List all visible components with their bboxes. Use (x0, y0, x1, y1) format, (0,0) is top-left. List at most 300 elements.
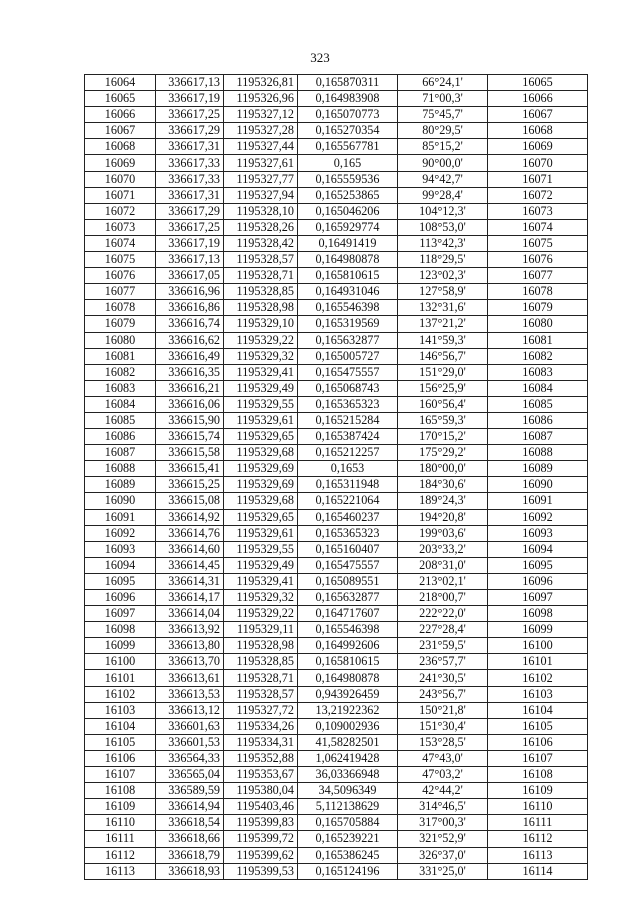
x-coordinate-cell: 336565,04 (156, 767, 224, 783)
y-coordinate-cell: 1195399,83 (224, 815, 298, 831)
table-row (85, 622, 588, 638)
bearing-cell: 151°30,4' (398, 718, 488, 734)
point-id-cell: 16099 (85, 638, 156, 654)
x-coordinate-cell: 336617,13 (156, 75, 224, 91)
bearing-cell: 218°00,7' (398, 590, 488, 606)
next-point-cell: 16096 (488, 573, 588, 589)
table-row (85, 477, 588, 493)
bearing-cell: 80°29,5' (398, 123, 488, 139)
distance-cell: 0,165124196 (298, 863, 398, 879)
y-coordinate-cell: 1195327,28 (224, 123, 298, 139)
point-id-cell: 16065 (85, 91, 156, 107)
distance-cell: 0,165221064 (298, 493, 398, 509)
y-coordinate-cell: 1195328,85 (224, 654, 298, 670)
distance-cell: 0,164931046 (298, 284, 398, 300)
distance-cell: 0,165810615 (298, 654, 398, 670)
bearing-cell: 90°00,0' (398, 155, 488, 171)
distance-cell: 0,165005727 (298, 348, 398, 364)
table-row (85, 590, 588, 606)
point-id-cell: 16103 (85, 702, 156, 718)
next-point-cell: 16094 (488, 541, 588, 557)
x-coordinate-cell: 336613,53 (156, 686, 224, 702)
next-point-cell: 16070 (488, 155, 588, 171)
point-id-cell: 16078 (85, 300, 156, 316)
distance-cell: 0,165929774 (298, 219, 398, 235)
next-point-cell: 16089 (488, 461, 588, 477)
y-coordinate-cell: 1195328,10 (224, 203, 298, 219)
bearing-cell: 47°43,0' (398, 750, 488, 766)
point-id-cell: 16092 (85, 525, 156, 541)
next-point-cell: 16087 (488, 429, 588, 445)
distance-cell: 0,164980878 (298, 252, 398, 268)
table-row (85, 831, 588, 847)
y-coordinate-cell: 1195329,22 (224, 332, 298, 348)
next-point-cell: 16114 (488, 863, 588, 879)
table-row (85, 670, 588, 686)
x-coordinate-cell: 336617,25 (156, 107, 224, 123)
distance-cell: 0,165475557 (298, 557, 398, 573)
table-row (85, 573, 588, 589)
table-row (85, 203, 588, 219)
table-row (85, 525, 588, 541)
bearing-cell: 153°28,5' (398, 734, 488, 750)
distance-cell: 0,943926459 (298, 686, 398, 702)
distance-cell: 0,1653 (298, 461, 398, 477)
distance-cell: 0,165319569 (298, 316, 398, 332)
next-point-cell: 16073 (488, 203, 588, 219)
next-point-cell: 16107 (488, 750, 588, 766)
next-point-cell: 16106 (488, 734, 588, 750)
bearing-cell: 326°37,0' (398, 847, 488, 863)
x-coordinate-cell: 336618,54 (156, 815, 224, 831)
point-id-cell: 16091 (85, 509, 156, 525)
y-coordinate-cell: 1195328,26 (224, 219, 298, 235)
bearing-cell: 85°15,2' (398, 139, 488, 155)
point-id-cell: 16100 (85, 654, 156, 670)
distance-cell: 0,165212257 (298, 445, 398, 461)
x-coordinate-cell: 336615,08 (156, 493, 224, 509)
x-coordinate-cell: 336614,17 (156, 590, 224, 606)
point-id-cell: 16085 (85, 412, 156, 428)
x-coordinate-cell: 336614,92 (156, 509, 224, 525)
bearing-cell: 127°58,9' (398, 284, 488, 300)
point-id-cell: 16104 (85, 718, 156, 734)
next-point-cell: 16066 (488, 91, 588, 107)
y-coordinate-cell: 1195328,85 (224, 284, 298, 300)
table-row (85, 750, 588, 766)
x-coordinate-cell: 336615,74 (156, 429, 224, 445)
bearing-cell: 141°59,3' (398, 332, 488, 348)
x-coordinate-cell: 336618,93 (156, 863, 224, 879)
table-row (85, 702, 588, 718)
table-row (85, 847, 588, 863)
bearing-cell: 199°03,6' (398, 525, 488, 541)
y-coordinate-cell: 1195328,98 (224, 300, 298, 316)
y-coordinate-cell: 1195329,68 (224, 493, 298, 509)
table-row (85, 252, 588, 268)
distance-cell: 0,165070773 (298, 107, 398, 123)
next-point-cell: 16100 (488, 638, 588, 654)
table-row (85, 654, 588, 670)
bearing-cell: 94°42,7' (398, 171, 488, 187)
point-id-cell: 16077 (85, 284, 156, 300)
point-id-cell: 16087 (85, 445, 156, 461)
next-point-cell: 16077 (488, 268, 588, 284)
y-coordinate-cell: 1195329,61 (224, 525, 298, 541)
table-row (85, 364, 588, 380)
table-row (85, 718, 588, 734)
point-id-cell: 16079 (85, 316, 156, 332)
y-coordinate-cell: 1195329,61 (224, 412, 298, 428)
distance-cell: 0,165705884 (298, 815, 398, 831)
point-id-cell: 16084 (85, 396, 156, 412)
x-coordinate-cell: 336613,12 (156, 702, 224, 718)
y-coordinate-cell: 1195329,65 (224, 429, 298, 445)
table-row (85, 461, 588, 477)
x-coordinate-cell: 336617,25 (156, 219, 224, 235)
table-row (85, 107, 588, 123)
distance-cell: 0,165046206 (298, 203, 398, 219)
table-row (85, 332, 588, 348)
point-id-cell: 16112 (85, 847, 156, 863)
point-id-cell: 16105 (85, 734, 156, 750)
next-point-cell: 16072 (488, 187, 588, 203)
table-row (85, 734, 588, 750)
point-id-cell: 16073 (85, 219, 156, 235)
table-row (85, 300, 588, 316)
table-row (85, 783, 588, 799)
next-point-cell: 16111 (488, 815, 588, 831)
table-row (85, 316, 588, 332)
bearing-cell: 137°21,2' (398, 316, 488, 332)
next-point-cell: 16078 (488, 284, 588, 300)
y-coordinate-cell: 1195328,42 (224, 235, 298, 251)
y-coordinate-cell: 1195329,32 (224, 590, 298, 606)
y-coordinate-cell: 1195399,53 (224, 863, 298, 879)
next-point-cell: 16109 (488, 783, 588, 799)
table-row (85, 429, 588, 445)
point-id-cell: 16082 (85, 364, 156, 380)
point-id-cell: 16083 (85, 380, 156, 396)
x-coordinate-cell: 336618,66 (156, 831, 224, 847)
next-point-cell: 16103 (488, 686, 588, 702)
y-coordinate-cell: 1195327,44 (224, 139, 298, 155)
bearing-cell: 194°20,8' (398, 509, 488, 525)
y-coordinate-cell: 1195326,96 (224, 91, 298, 107)
point-id-cell: 16113 (85, 863, 156, 879)
point-id-cell: 16068 (85, 139, 156, 155)
bearing-cell: 165°59,3' (398, 412, 488, 428)
y-coordinate-cell: 1195329,69 (224, 461, 298, 477)
distance-cell: 36,03366948 (298, 767, 398, 783)
point-id-cell: 16097 (85, 606, 156, 622)
next-point-cell: 16093 (488, 525, 588, 541)
bearing-cell: 123°02,3' (398, 268, 488, 284)
next-point-cell: 16098 (488, 606, 588, 622)
bearing-cell: 189°24,3' (398, 493, 488, 509)
point-id-cell: 16093 (85, 541, 156, 557)
bearing-cell: 47°03,2' (398, 767, 488, 783)
bearing-cell: 213°02,1' (398, 573, 488, 589)
point-id-cell: 16089 (85, 477, 156, 493)
next-point-cell: 16099 (488, 622, 588, 638)
table-row (85, 155, 588, 171)
y-coordinate-cell: 1195334,31 (224, 734, 298, 750)
point-id-cell: 16108 (85, 783, 156, 799)
x-coordinate-cell: 336614,45 (156, 557, 224, 573)
distance-cell: 0,16491419 (298, 235, 398, 251)
next-point-cell: 16080 (488, 316, 588, 332)
bearing-cell: 151°29,0' (398, 364, 488, 380)
table-row (85, 767, 588, 783)
x-coordinate-cell: 336617,19 (156, 91, 224, 107)
x-coordinate-cell: 336617,05 (156, 268, 224, 284)
y-coordinate-cell: 1195399,72 (224, 831, 298, 847)
distance-cell: 0,165311948 (298, 477, 398, 493)
next-point-cell: 16083 (488, 364, 588, 380)
table-row (85, 348, 588, 364)
bearing-cell: 314°46,5' (398, 799, 488, 815)
distance-cell: 0,164980878 (298, 670, 398, 686)
x-coordinate-cell: 336617,33 (156, 155, 224, 171)
distance-cell: 0,109002936 (298, 718, 398, 734)
x-coordinate-cell: 336615,25 (156, 477, 224, 493)
y-coordinate-cell: 1195329,22 (224, 606, 298, 622)
next-point-cell: 16090 (488, 477, 588, 493)
y-coordinate-cell: 1195326,81 (224, 75, 298, 91)
x-coordinate-cell: 336616,06 (156, 396, 224, 412)
y-coordinate-cell: 1195329,49 (224, 557, 298, 573)
bearing-cell: 203°33,2' (398, 541, 488, 557)
point-id-cell: 16086 (85, 429, 156, 445)
point-id-cell: 16074 (85, 235, 156, 251)
point-id-cell: 16094 (85, 557, 156, 573)
table-row (85, 686, 588, 702)
point-id-cell: 16109 (85, 799, 156, 815)
table-row (85, 171, 588, 187)
distance-cell: 0,164983908 (298, 91, 398, 107)
table-row (85, 509, 588, 525)
y-coordinate-cell: 1195329,68 (224, 445, 298, 461)
point-id-cell: 16064 (85, 75, 156, 91)
distance-cell: 0,165546398 (298, 300, 398, 316)
bearing-cell: 150°21,8' (398, 702, 488, 718)
point-id-cell: 16075 (85, 252, 156, 268)
bearing-cell: 66°24,1' (398, 75, 488, 91)
bearing-cell: 71°00,3' (398, 91, 488, 107)
x-coordinate-cell: 336617,13 (156, 252, 224, 268)
x-coordinate-cell: 336614,31 (156, 573, 224, 589)
next-point-cell: 16069 (488, 139, 588, 155)
point-id-cell: 16071 (85, 187, 156, 203)
y-coordinate-cell: 1195328,71 (224, 670, 298, 686)
x-coordinate-cell: 336617,29 (156, 123, 224, 139)
table-row (85, 284, 588, 300)
distance-cell: 0,165089551 (298, 573, 398, 589)
point-id-cell: 16098 (85, 622, 156, 638)
x-coordinate-cell: 336617,31 (156, 139, 224, 155)
bearing-cell: 118°29,5' (398, 252, 488, 268)
y-coordinate-cell: 1195329,41 (224, 364, 298, 380)
bearing-cell: 160°56,4' (398, 396, 488, 412)
next-point-cell: 16102 (488, 670, 588, 686)
y-coordinate-cell: 1195328,71 (224, 268, 298, 284)
bearing-cell: 222°22,0' (398, 606, 488, 622)
x-coordinate-cell: 336616,49 (156, 348, 224, 364)
distance-cell: 0,165475557 (298, 364, 398, 380)
bearing-cell: 321°52,9' (398, 831, 488, 847)
table-row (85, 445, 588, 461)
distance-cell: 0,165460237 (298, 509, 398, 525)
distance-cell: 0,165365323 (298, 396, 398, 412)
y-coordinate-cell: 1195329,32 (224, 348, 298, 364)
point-id-cell: 16090 (85, 493, 156, 509)
y-coordinate-cell: 1195327,94 (224, 187, 298, 203)
y-coordinate-cell: 1195327,72 (224, 702, 298, 718)
x-coordinate-cell: 336616,74 (156, 316, 224, 332)
table-row (85, 139, 588, 155)
y-coordinate-cell: 1195399,62 (224, 847, 298, 863)
bearing-cell: 99°28,4' (398, 187, 488, 203)
y-coordinate-cell: 1195353,67 (224, 767, 298, 783)
bearing-cell: 208°31,0' (398, 557, 488, 573)
y-coordinate-cell: 1195329,65 (224, 509, 298, 525)
bearing-cell: 132°31,6' (398, 300, 488, 316)
distance-cell: 0,165 (298, 155, 398, 171)
point-id-cell: 16111 (85, 831, 156, 847)
y-coordinate-cell: 1195403,46 (224, 799, 298, 815)
next-point-cell: 16112 (488, 831, 588, 847)
x-coordinate-cell: 336618,79 (156, 847, 224, 863)
distance-cell: 0,165068743 (298, 380, 398, 396)
distance-cell: 13,21922362 (298, 702, 398, 718)
table-row (85, 638, 588, 654)
next-point-cell: 16095 (488, 557, 588, 573)
distance-cell: 41,58282501 (298, 734, 398, 750)
y-coordinate-cell: 1195329,49 (224, 380, 298, 396)
y-coordinate-cell: 1195334,26 (224, 718, 298, 734)
table-row (85, 187, 588, 203)
next-point-cell: 16085 (488, 396, 588, 412)
point-id-cell: 16106 (85, 750, 156, 766)
next-point-cell: 16110 (488, 799, 588, 815)
distance-cell: 0,165386245 (298, 847, 398, 863)
point-id-cell: 16107 (85, 767, 156, 783)
x-coordinate-cell: 336615,41 (156, 461, 224, 477)
table-row (85, 412, 588, 428)
table-row (85, 123, 588, 139)
point-id-cell: 16070 (85, 171, 156, 187)
table-row (85, 863, 588, 879)
x-coordinate-cell: 336615,58 (156, 445, 224, 461)
y-coordinate-cell: 1195328,98 (224, 638, 298, 654)
bearing-cell: 331°25,0' (398, 863, 488, 879)
x-coordinate-cell: 336616,96 (156, 284, 224, 300)
x-coordinate-cell: 336613,70 (156, 654, 224, 670)
bearing-cell: 243°56,7' (398, 686, 488, 702)
x-coordinate-cell: 336589,59 (156, 783, 224, 799)
distance-cell: 1,062419428 (298, 750, 398, 766)
distance-cell: 0,165559536 (298, 171, 398, 187)
next-point-cell: 16067 (488, 107, 588, 123)
point-id-cell: 16110 (85, 815, 156, 831)
next-point-cell: 16108 (488, 767, 588, 783)
bearing-cell: 113°42,3' (398, 235, 488, 251)
distance-cell: 0,165810615 (298, 268, 398, 284)
point-id-cell: 16095 (85, 573, 156, 589)
point-id-cell: 16088 (85, 461, 156, 477)
table-row (85, 799, 588, 815)
distance-cell: 0,164992606 (298, 638, 398, 654)
y-coordinate-cell: 1195329,55 (224, 541, 298, 557)
y-coordinate-cell: 1195352,88 (224, 750, 298, 766)
x-coordinate-cell: 336601,63 (156, 718, 224, 734)
next-point-cell: 16097 (488, 590, 588, 606)
table-row (85, 396, 588, 412)
bearing-cell: 184°30,6' (398, 477, 488, 493)
distance-cell: 0,165632877 (298, 590, 398, 606)
distance-cell: 0,165160407 (298, 541, 398, 557)
bearing-cell: 42°44,2' (398, 783, 488, 799)
distance-cell: 0,165239221 (298, 831, 398, 847)
bearing-cell: 227°28,4' (398, 622, 488, 638)
point-id-cell: 16080 (85, 332, 156, 348)
y-coordinate-cell: 1195327,77 (224, 171, 298, 187)
x-coordinate-cell: 336601,53 (156, 734, 224, 750)
table-row (85, 75, 588, 91)
coordinates-table-body (85, 75, 588, 880)
y-coordinate-cell: 1195327,61 (224, 155, 298, 171)
distance-cell: 0,165215284 (298, 412, 398, 428)
point-id-cell: 16096 (85, 590, 156, 606)
x-coordinate-cell: 336616,86 (156, 300, 224, 316)
page-number: 323 (310, 50, 330, 65)
next-point-cell: 16081 (488, 332, 588, 348)
table-row (85, 380, 588, 396)
distance-cell: 0,165365323 (298, 525, 398, 541)
y-coordinate-cell: 1195327,12 (224, 107, 298, 123)
next-point-cell: 16086 (488, 412, 588, 428)
distance-cell: 0,165546398 (298, 622, 398, 638)
y-coordinate-cell: 1195329,41 (224, 573, 298, 589)
bearing-cell: 180°00,0' (398, 461, 488, 477)
next-point-cell: 16104 (488, 702, 588, 718)
next-point-cell: 16068 (488, 123, 588, 139)
table-row (85, 268, 588, 284)
bearing-cell: 170°15,2' (398, 429, 488, 445)
table-row (85, 493, 588, 509)
x-coordinate-cell: 336614,60 (156, 541, 224, 557)
y-coordinate-cell: 1195329,10 (224, 316, 298, 332)
bearing-cell: 175°29,2' (398, 445, 488, 461)
distance-cell: 0,165253865 (298, 187, 398, 203)
table-row (85, 91, 588, 107)
distance-cell: 0,165567781 (298, 139, 398, 155)
next-point-cell: 16079 (488, 300, 588, 316)
y-coordinate-cell: 1195329,55 (224, 396, 298, 412)
point-id-cell: 16102 (85, 686, 156, 702)
bearing-cell: 231°59,5' (398, 638, 488, 654)
distance-cell: 0,164717607 (298, 606, 398, 622)
x-coordinate-cell: 336616,35 (156, 364, 224, 380)
point-id-cell: 16067 (85, 123, 156, 139)
y-coordinate-cell: 1195328,57 (224, 686, 298, 702)
x-coordinate-cell: 336613,61 (156, 670, 224, 686)
bearing-cell: 317°00,3' (398, 815, 488, 831)
x-coordinate-cell: 336617,31 (156, 187, 224, 203)
point-id-cell: 16101 (85, 670, 156, 686)
bearing-cell: 104°12,3' (398, 203, 488, 219)
